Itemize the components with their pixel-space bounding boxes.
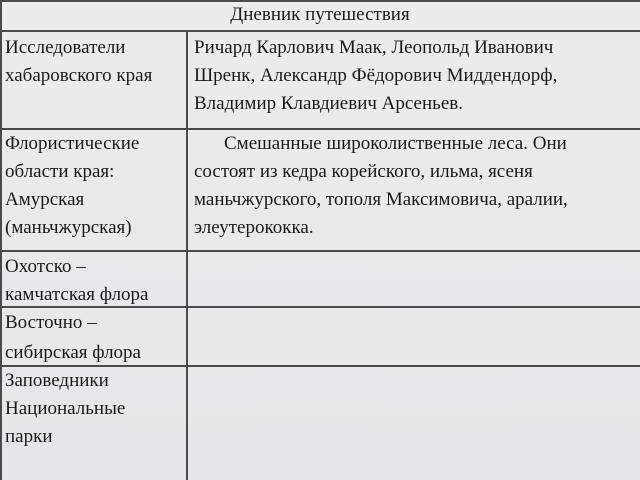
row-value-amur-flora <box>194 130 568 242</box>
label-line: Амурская <box>5 189 85 210</box>
value-line: Владимир Клавдиевич Арсеньев. <box>194 93 463 114</box>
row-label-east-siberian-flora <box>5 308 141 368</box>
label-line: Флористические <box>5 133 140 154</box>
table-title: Дневник путешествия <box>230 4 410 25</box>
label-line: Исследователи <box>5 37 126 58</box>
value-line: Смешанные широколиственные леса. Они <box>224 133 567 154</box>
label-line: Восточно – <box>5 312 97 333</box>
label-line: сибирская флора <box>5 342 141 363</box>
row-label-researchers <box>5 34 152 90</box>
row-value-okhotsk-flora <box>190 252 638 306</box>
row-value-researchers <box>194 34 557 118</box>
row-label-okhotsk-flora <box>5 253 148 309</box>
value-line: маньчжурского, тополя Максимовича, аралии, <box>194 189 568 210</box>
label-line: камчатская флора <box>5 284 149 305</box>
label-line: (маньчжурская) <box>5 217 132 238</box>
title-row-divider <box>0 30 640 32</box>
label-line: парки <box>5 426 53 447</box>
table-border-left <box>0 0 2 480</box>
column-divider <box>186 30 188 480</box>
label-line: Заповедники <box>5 370 109 391</box>
label-line: области края: <box>5 161 115 182</box>
label-line: Охотско – <box>5 256 86 277</box>
value-line: Ричард Карлович Маак, Леопольд Иванович <box>194 37 554 58</box>
label-line: Национальные <box>5 398 126 419</box>
label-line: хабаровского края <box>5 65 153 86</box>
value-line: элеутерококка. <box>194 217 314 238</box>
row-value-east-siberian-flora <box>190 308 638 365</box>
row-label-reserves-parks <box>5 367 125 451</box>
row-label-amur-flora <box>5 130 139 242</box>
value-line: Шренк, Александр Фёдорович Миддендорф, <box>194 65 558 86</box>
value-line: состоят из кедра корейского, ильма, ясеня <box>194 161 533 182</box>
row-value-reserves-parks <box>190 367 638 480</box>
